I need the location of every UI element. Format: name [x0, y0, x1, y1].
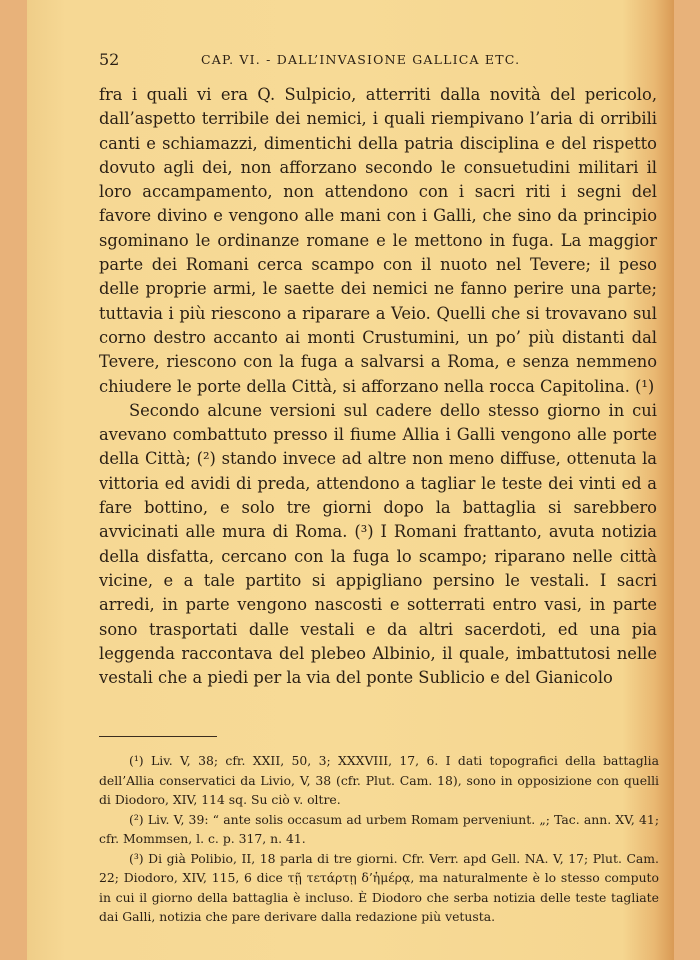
- running-title: CAP. VI. - DALL’INVASIONE GALLICA ETC.: [201, 52, 521, 67]
- footnote-divider: [99, 736, 217, 737]
- paragraph: Secondo alcune versioni sul cadere dello stesso giorno in cui avevano combattuto presso il fiume Allia i Galli vengono alle porte della Città; (²) stando invece ad altre non meno diffuse, ottenuta la vittoria ed avidi di preda, attendono a tagliar le teste dei vinti ed a fare bottino, e solo tre giorni dopo la battaglia si sarebbero avvicinati alle mura di Roma. (³) I Romani frattanto, avuta notizia della disfatta, cercano con la fuga lo scampo; riparano nelle città vicine, e a tale partito si appigliano persino le vestali. I sacri arredi, in parte vengono nascosti e sotterrati entro vasi, in parte sono trasportati dalle vestali e da altri sacerdoti, ed una pia leggenda raccontava del plebeo Albinio, il quale, imbattutosi nelle vestali che a piedi per la via del ponte Sublicio e del Gianicolo: [99, 400, 657, 688]
- footnotes: [99, 751, 659, 927]
- footnote-3: (³) Di già Polibio, II, 18 parla di tre giorni. Cfr. Verr. apd Gell. NA. V, 17; Plut. Cam. 22; Diodoro, XIV, 115, 6 dice τῇ τετάρτῃ δ’ἡμέρᾳ, ma naturalmente è lo stesso computo in cui il giorno della battaglia è incluso. È Diodoro che serba notizia delle teste tagliate dai Galli, notizia che pare derivare dalla redazione più vetusta.: [99, 850, 659, 924]
- page-number: 52: [99, 50, 120, 69]
- book-page: [27, 0, 674, 960]
- page-header: [99, 50, 659, 74]
- main-text: [99, 83, 657, 690]
- paragraph: fra i quali vi era Q. Sulpicio, atterriti dalla novità del pericolo, dall’aspetto terribile dei nemici, i quali riempivano l’aria di orribili canti e schiamazzi, dimentichi della patria disciplina e del rispetto dovuto agli dei, non afforzano secondo le consuetudini militari il loro accampamento, non attendono con i sacri riti i segni del favore divino e vengono alle mani con i Galli, che sino da principio sgominano le ordinanze romane e le mettono in fuga. La maggior parte dei Romani cerca scampo con il nuoto nel Tevere; il peso delle proprie armi, le saette dei nemici ne fanno perire una parte; tuttavia i più riescono a riparare a Veio. Quelli che si trovavano sul corno destro accanto ai monti Crustumini, un po’ più distanti dal Tevere, riescono con la fuga a salvarsi a Roma, e senza nemmeno chiudere le porte della Città, si afforzano nella rocca Capitolina. (¹): [99, 85, 657, 396]
- footnote-2: (²) Liv. V, 39: “ ante solis occasum ad urbem Romam perveniunt. „; Tac. ann. XV, 41; cfr. Mommsen, l. c. p. 317, n. 41.: [99, 811, 659, 846]
- footnote-1: (¹) Liv. V, 38; cfr. XXII, 50, 3; XXXVIII, 17, 6. I dati topografici della battaglia dell’Allia conservatici da Livio, V, 38 (cfr. Plut. Cam. 18), sono in opposizione con quelli di Diodoro, XIV, 114 sq. Su ciò v. oltre.: [99, 753, 659, 807]
